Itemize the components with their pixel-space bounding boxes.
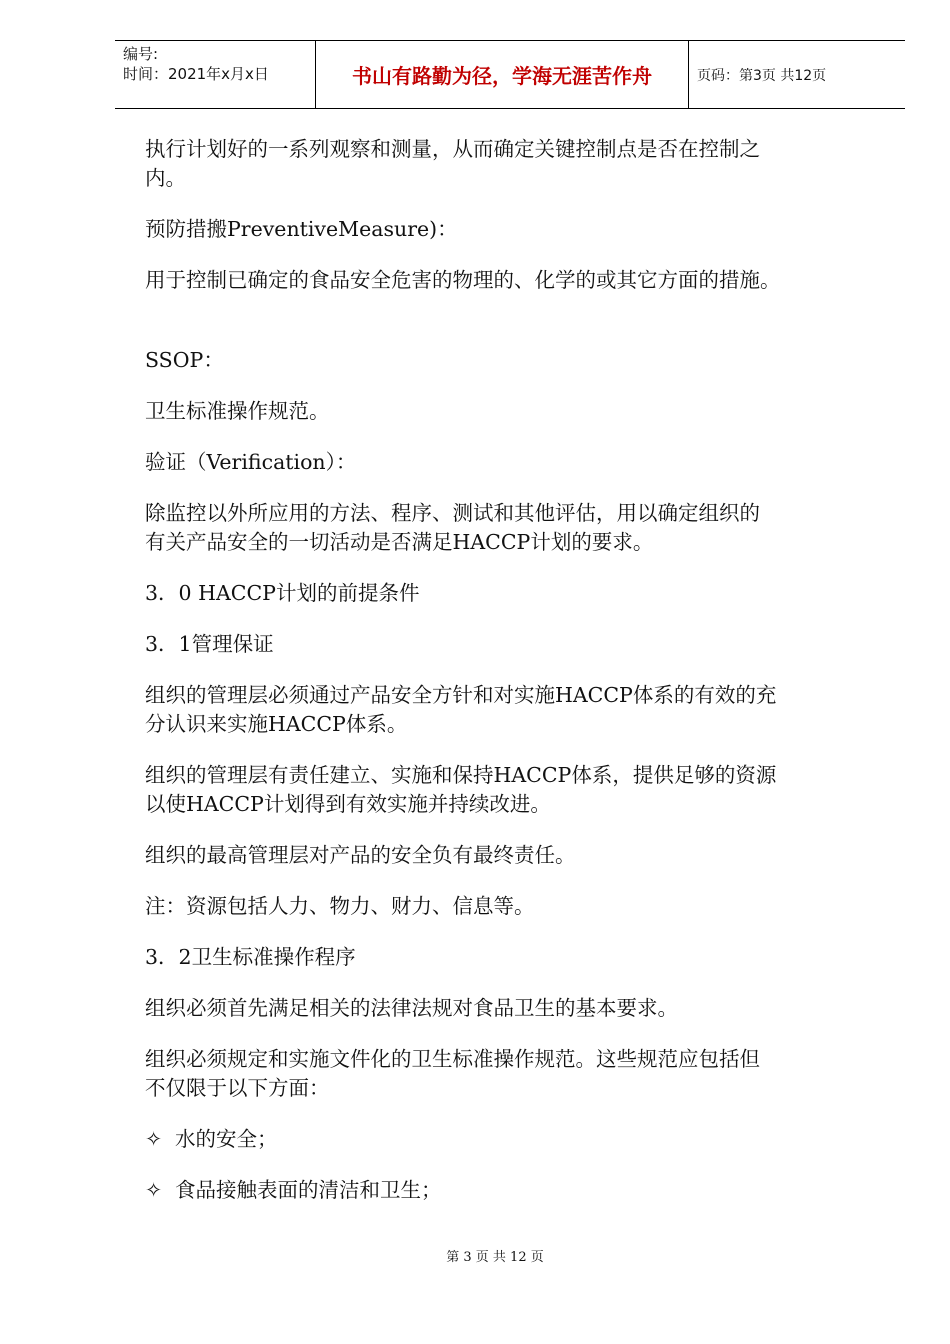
text-line: 组织必须规定和实施文件化的卫生标准操作规范。这些规范应包括但	[145, 1047, 760, 1071]
paragraph-monitoring-definition	[145, 135, 875, 193]
text-line: 以使HACCP计划得到有效实施并持续改进。	[145, 792, 551, 816]
text-line: SSOP：	[145, 348, 224, 372]
header-page-info: 页码：第3页 共12页	[697, 67, 827, 84]
paragraph-legal-requirements	[145, 994, 875, 1023]
text-line: 有关产品安全的一切活动是否满足HACCP计划的要求。	[145, 530, 654, 554]
page-footer: 第 3 页 共 12 页	[446, 1250, 544, 1265]
term-preventive-measure	[145, 215, 875, 244]
section-heading-3-0	[145, 579, 875, 608]
text-line: 3．1管理保证	[145, 632, 274, 656]
document-id-label: 编号:	[123, 45, 159, 63]
text-line: 组织的最高管理层对产品的安全负有最终责任。	[145, 843, 576, 867]
document-date-label: 时间：2021年x月x日	[123, 65, 269, 83]
text-line: 组织的管理层有责任建立、实施和保持HACCP体系，提供足够的资源	[145, 763, 777, 787]
page-header	[115, 40, 905, 109]
text-line: 组织必须首先满足相关的法律法规对食品卫生的基本要求。	[145, 996, 678, 1020]
header-motto-cell	[315, 41, 689, 108]
paragraph-top-management	[145, 841, 875, 870]
paragraph-preventive-measure-definition	[145, 266, 875, 295]
text-line: 内。	[145, 166, 186, 190]
paragraph-verification-definition	[145, 499, 875, 557]
bullet-item	[145, 1176, 875, 1205]
text-line: 3．0 HACCP计划的前提条件	[145, 581, 420, 605]
paragraph-management-responsibility	[145, 761, 875, 819]
text-line: 验证（Verification）：	[145, 450, 357, 474]
bullet-text: 食品接触表面的清洁和卫生；	[175, 1178, 442, 1202]
text-line: 3．2卫生标准操作程序	[145, 945, 356, 969]
paragraph-management-commitment	[145, 681, 875, 739]
section-heading-3-1	[145, 630, 875, 659]
text-line: 执行计划好的一系列观察和测量，从而确定关键控制点是否在控制之	[145, 137, 760, 161]
header-page-cell	[689, 41, 905, 108]
bullet-text: 水的安全；	[175, 1127, 278, 1151]
bullet-diamond-icon: ✧	[145, 1127, 163, 1151]
bullet-diamond-icon: ✧	[145, 1178, 163, 1202]
term-ssop	[145, 346, 875, 375]
header-left-cell	[115, 41, 315, 108]
text-line: 组织的管理层必须通过产品安全方针和对实施HACCP体系的有效的充	[145, 683, 777, 707]
text-line: 卫生标准操作规范。	[145, 399, 330, 423]
term-verification	[145, 448, 875, 477]
text-line: 除监控以外所应用的方法、程序、测试和其他评估，用以确定组织的	[145, 501, 760, 525]
text-line: 分认识来实施HACCP体系。	[145, 712, 408, 736]
text-line: 注：资源包括人力、物力、财力、信息等。	[145, 894, 535, 918]
text-line: 用于控制已确定的食品安全危害的物理的、化学的或其它方面的措施。	[145, 268, 781, 292]
paragraph-ssop-definition	[145, 397, 875, 426]
text-line: 不仅限于以下方面：	[145, 1076, 330, 1100]
section-heading-3-2	[145, 943, 875, 972]
text-line: 预防措搬PreventiveMeasure)：	[145, 217, 458, 241]
header-motto: 书山有路勤为径，学海无涯苦作舟	[352, 64, 652, 88]
paragraph-resources-note	[145, 892, 875, 921]
bullet-item	[145, 1125, 875, 1154]
paragraph-ssop-scope	[145, 1045, 875, 1103]
